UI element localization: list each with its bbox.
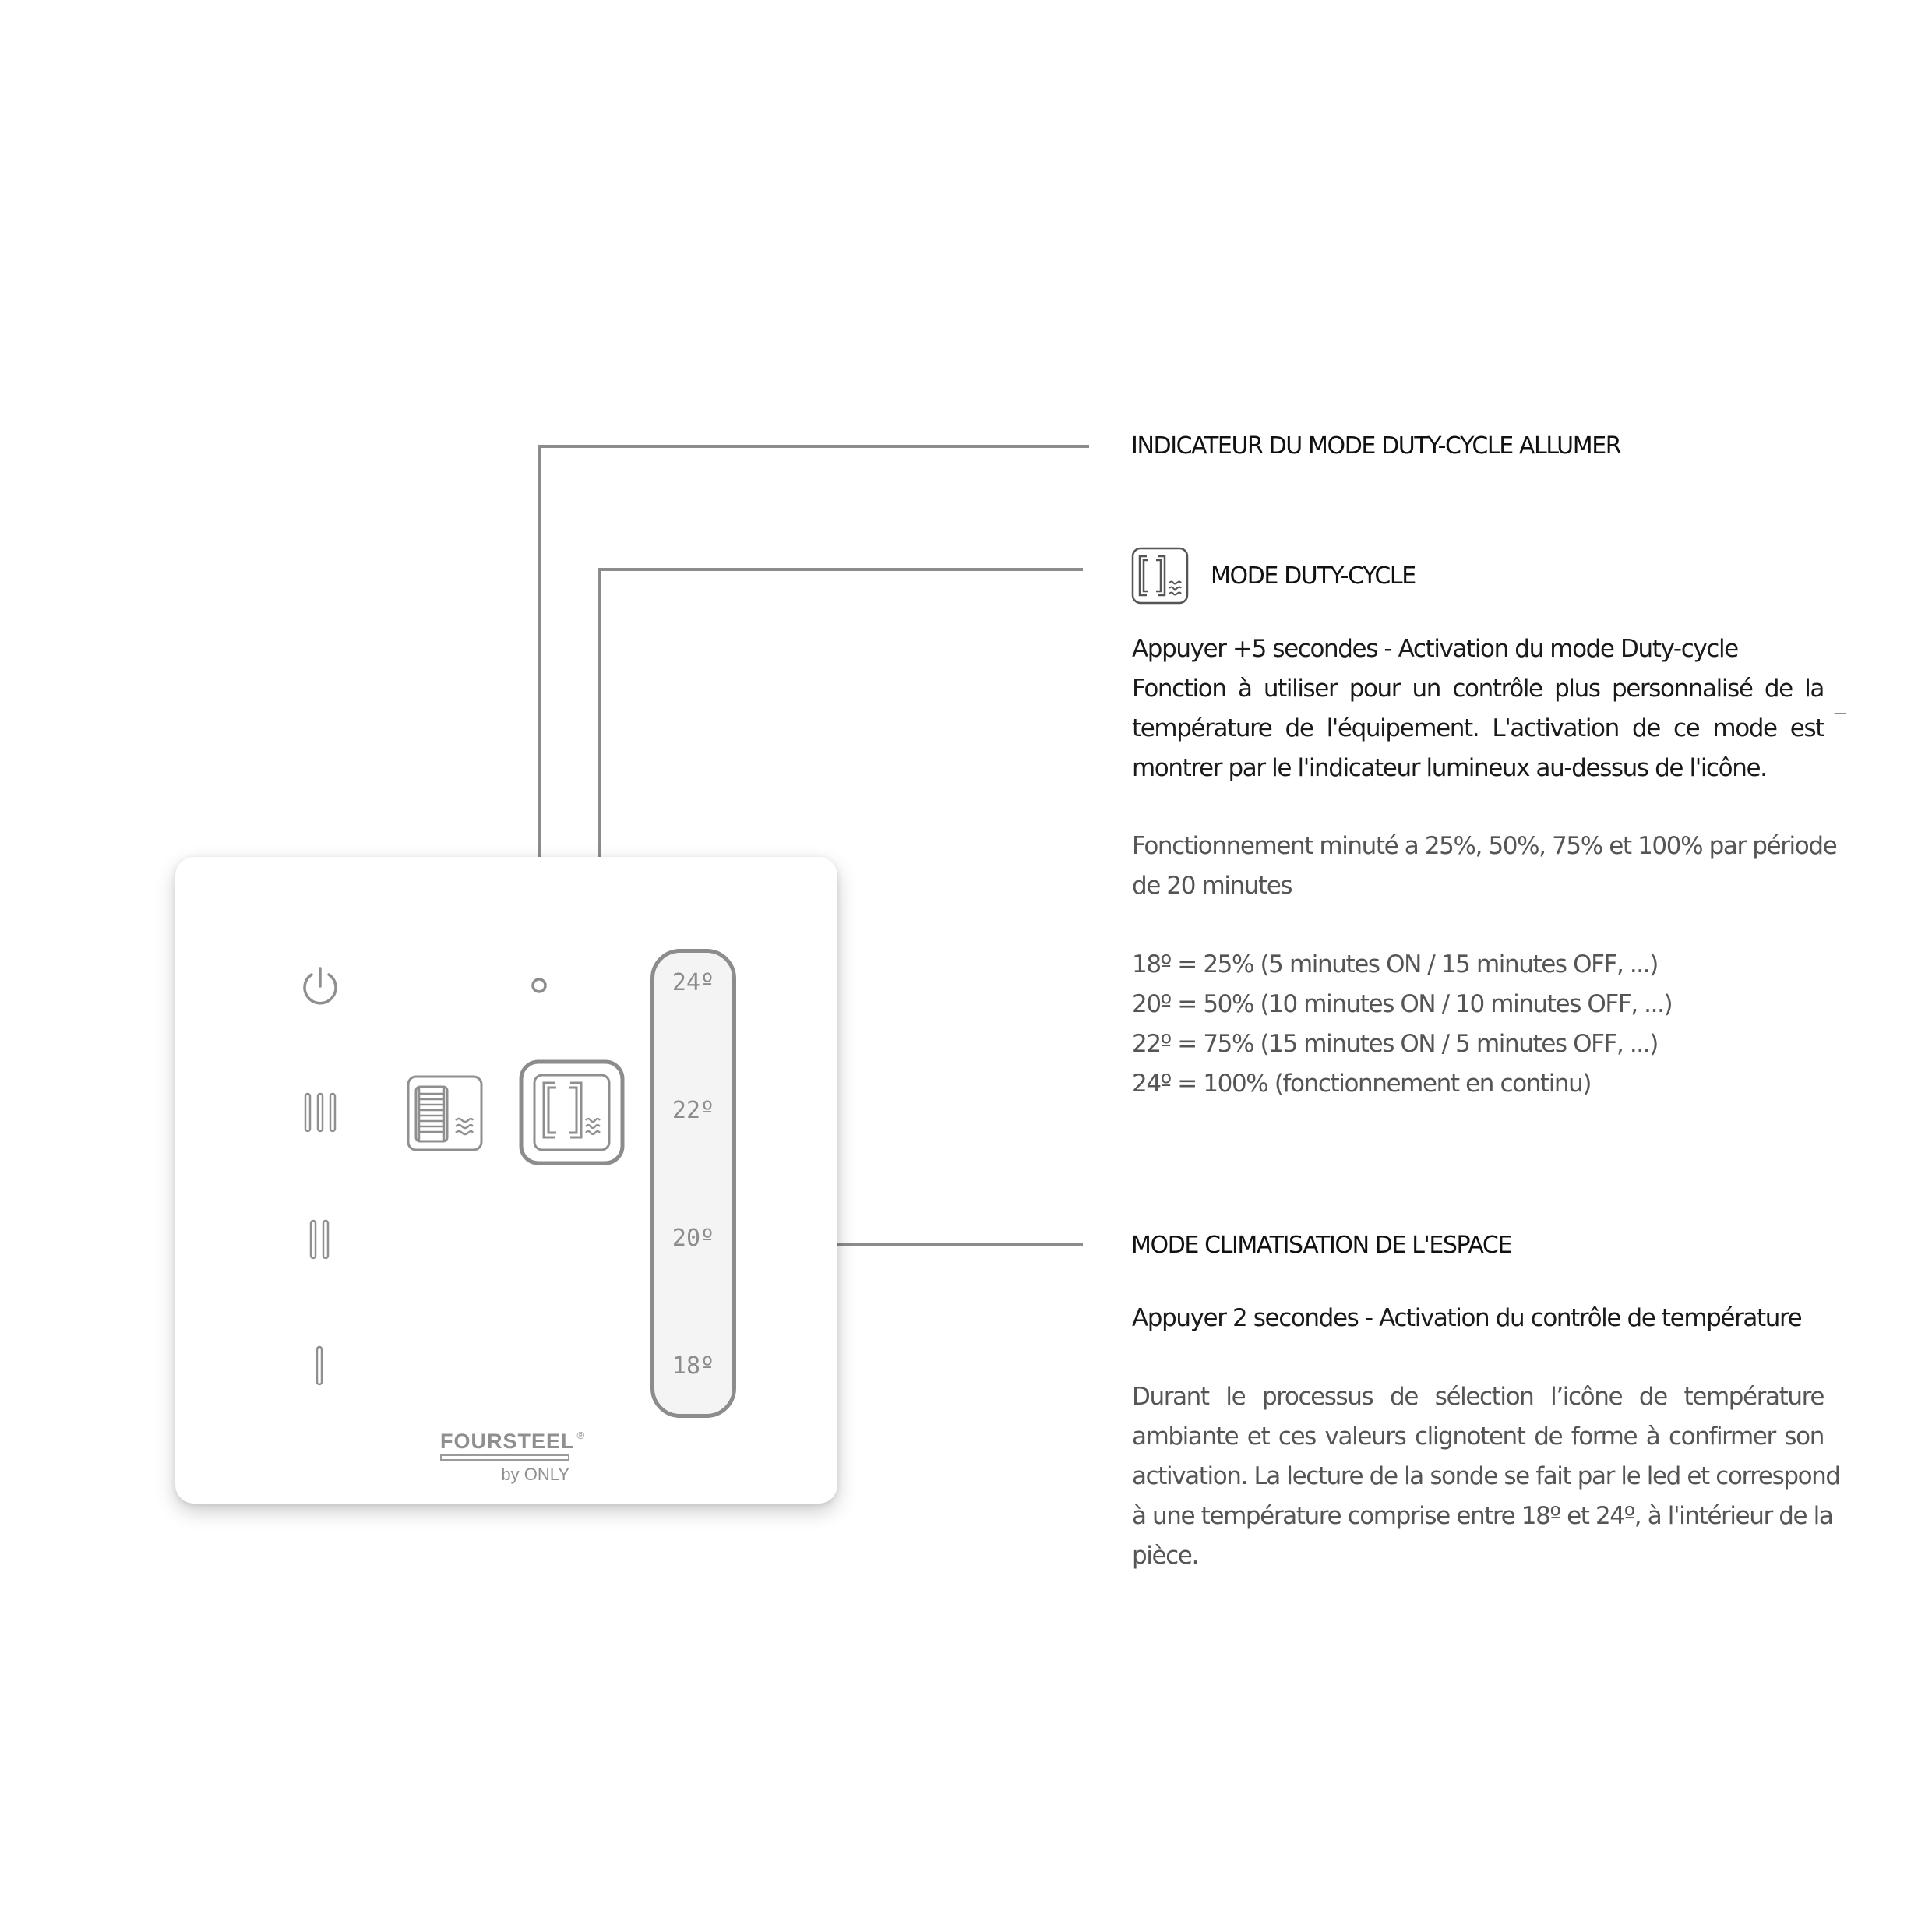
duty-cycle-steps [1132,945,1824,1104]
climatisation-desc-line-4: à une température comprise entre 18º et 24º, à l'intérieur de la [1132,1502,1833,1530]
climatisation-title: MODE CLIMATISATION DE L'ESPACE [1131,1232,1512,1259]
temperature-label-24: 24º [672,969,715,996]
climatisation-desc-line-5: pièce. [1132,1542,1198,1570]
climatisation-desc-line-3: activation. La lecture de la sonde se fait par le led et correspond [1132,1462,1840,1490]
duty-cycle-step-24: 24º = 100% (fonctionnement en continu) [1132,1070,1592,1098]
duty-cycle-timing-line-2: de 20 minutes [1132,872,1292,900]
duty-cycle-press-text [1132,629,1824,788]
climatisation-desc-line-1: Durant le processus de sélection l’icône de température [1132,1383,1824,1411]
climatisation-description [1132,1377,1840,1576]
temperature-label-20: 20º [672,1225,715,1252]
duty-cycle-timing-line-1: Fonctionnement minuté a 25%, 50%, 75% et 100% par période [1132,832,1837,860]
duty-cycle-step-20: 20º = 50% (10 minutes ON / 10 minutes OFF, ...) [1132,990,1673,1018]
climatisation-press-line: Appuyer 2 secondes - Activation du contrôle de température [1132,1304,1802,1332]
brand-underline [440,1454,569,1461]
duty-cycle-desc-line-1: Fonction à utiliser pour un contrôle plus personnalisé de la [1132,675,1824,703]
stray-mark: _ [1835,692,1846,715]
brand-subtitle: by ONLY [501,1465,569,1484]
thermostat-panel [175,857,837,1504]
climatisation-desc-line-2: ambiante et ces valeurs clignotent de forme à confirmer son [1132,1423,1824,1451]
temperature-label-22: 22º [672,1097,715,1124]
indicator-led-icon [530,976,548,995]
brand-name: FOURSTEEL [440,1430,575,1453]
brand-registered-mark: ® [576,1430,586,1441]
temperature-label-18: 18º [672,1352,715,1380]
duty-cycle-step-22: 22º = 75% (15 minutes ON / 5 minutes OFF, ...) [1132,1030,1658,1058]
duty-cycle-icon[interactable] [519,1059,625,1165]
power-icon[interactable] [298,964,342,1008]
indicator-title: INDICATEUR DU MODE DUTY-CYCLE ALLUMER [1131,432,1621,460]
two-bars-icon[interactable] [308,1219,333,1260]
duty-cycle-desc-line-2: température de l'équipement. L'activation de ce mode est [1132,714,1824,742]
one-bar-icon[interactable] [314,1345,326,1386]
duty-cycle-step-18: 18º = 25% (5 minutes ON / 15 minutes OFF, ...) [1132,950,1658,978]
brand-logo [440,1430,588,1454]
duty-cycle-title: MODE DUTY-CYCLE [1211,562,1416,590]
duty-cycle-small-icon [1131,547,1189,605]
temperature-slider[interactable] [650,949,736,1418]
three-bars-icon[interactable] [302,1092,338,1133]
duty-cycle-press-line: Appuyer +5 secondes - Activation du mode Duty-cycle [1132,635,1738,663]
duty-cycle-timing [1132,827,1837,906]
climatisation-press-text [1132,1299,1824,1338]
duty-cycle-desc-line-3: montrer par le l'indicateur lumineux au-dessus de l'icône. [1132,754,1767,782]
towel-radiator-icon[interactable] [407,1075,483,1151]
